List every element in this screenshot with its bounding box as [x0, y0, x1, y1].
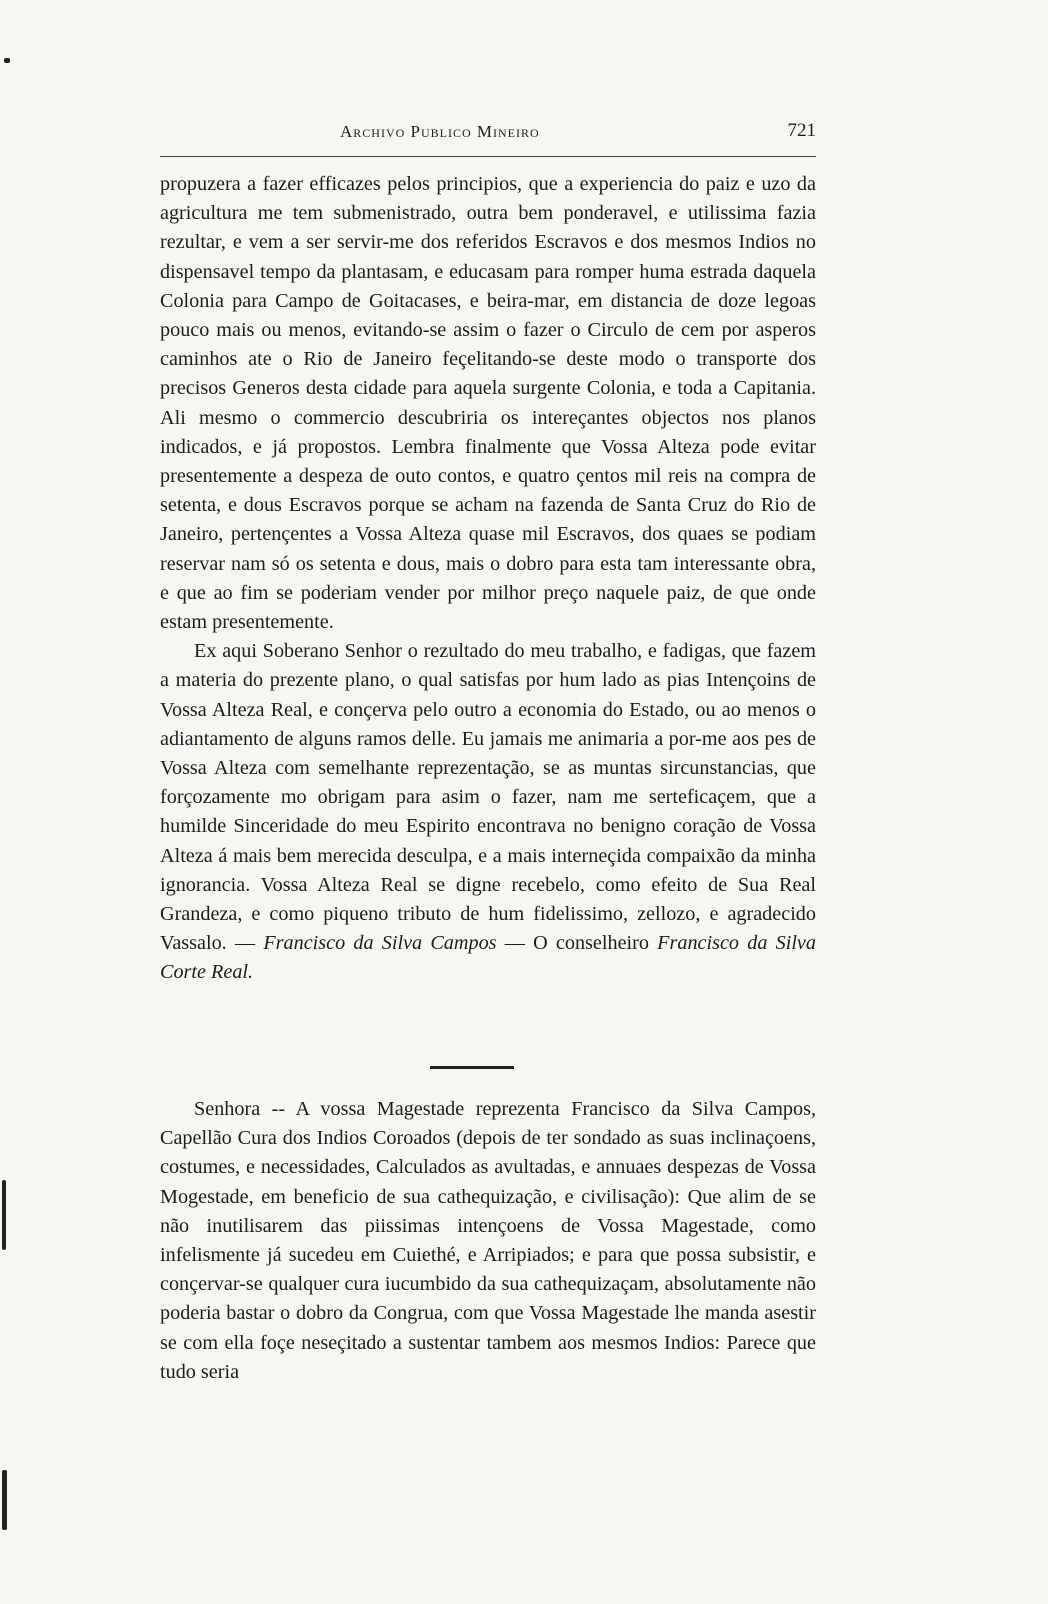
signature-corte-real: Francisco da Silva Corte Real. [160, 932, 816, 984]
paragraph-continued: propuzera a fazer efficazes pelos principios, que a experiencia do paiz e uzo da agricultura me tem submenistrado, outra bem ponderavel, e utilissima fazia rezultar, e vem a ser servir-me dos referidos Escravos e dos mesmos Indios no dispensavel tempo da plantasam, e educasam para romper huma estrada daquela Colonia para Campo de Goitacases, e beira-mar, em distancia de doze legoas pouco mais ou menos, evitando-se assim o fazer o Circulo de cem por asperos caminhos ate o Rio de Janeiro feçelitando-se deste modo o transporte dos precisos Generos desta cidade para aquela surgente Colonia, e toda a Capitania. Ali mesmo o commercio descubriria os intereçantes objectos nos planos indicados, e já propostos. Lembra finalmente que Vossa Alteza pode evitar presentemente a despeza de outo contos, e quatro çentos mil reis na compra de setenta, e dous Escravos porque se acham na fazenda de Santa Cruz do Rio de Janeiro, pertençentes a Vossa Alteza quase mil Escravos, dos quaes se podiam reservar nam só os setenta e dous, mais o dobro para esta tam interessante obra, e que ao fim se poderiam vender por milhor preço naquele paiz, de que onde estam presentemente. [160, 173, 816, 634]
petition-body [160, 1095, 816, 1387]
margin-mark [2, 1470, 7, 1530]
page-number: 721 [787, 120, 816, 141]
paragraph-closing [160, 637, 816, 987]
margin-mark [2, 1180, 6, 1250]
signature-francisco-campos: Francisco da Silva Campos [263, 932, 497, 955]
margin-mark [4, 58, 10, 63]
signature-connector: — O conselheiro [504, 932, 649, 955]
section-divider [430, 1066, 514, 1069]
page-header [160, 118, 816, 158]
header-rule [160, 156, 816, 157]
letter-body [160, 170, 816, 988]
paragraph-closing-text: Ex aqui Soberano Senhor o rezultado do meu trabalho, e fadigas, que fazem a materia do prezente plano, o qual satisfas por hum lado as pias Intençoins de Vossa Alteza Real, e conçerva pelo outro a economia do Estado, ou ao menos o adiantamento de alguns ramos delle. Eu jamais me animaria a por-me aos pes de Vossa Alteza com semelhante reprezentação, se as muntas sircunstancias, que forçozamente mo obrigam para asim o fazer, nam me serteficaçem, que a humilde Sinceridade do meu Espirito encontrava no benigno coração de Vossa Alteza á mais bem merecida desculpa, e a mais interneçida compaixão da minha ignorancia. Vossa Alteza Real se digne recebelo, como efeito de Sua Real Grandeza, e como piqueno tributo de hum fidelissimo, zellozo, e agradecido Vassalo. — [160, 640, 816, 955]
running-title: Archivo Publico Mineiro [340, 122, 540, 141]
petition-paragraph: Senhora -- A vossa Magestade reprezenta Francisco da Silva Campos, Capellão Cura dos Indios Coroados (depois de ter sondado as suas inclinaçoens, costumes, e necessidades, Calculados as avultadas, e annuaes despezas de Vossa Mogestade, em beneficio de sua cathequização, e civilisação): Que alim de se não inutilisarem das piissimas intençoens de Vossa Magestade, como infelismente já sucedeu em Cuiethé, e Arripiados; e para que possa subsistir, e conçervar-se qualquer cura iucumbido da sua cathequizaçam, absolutamente não poderia bastar o dobro da Congrua, com que Vossa Magestade lhe manda asestir se com ella foçe neseçitado a sustentar tambem aos mesmos Indios: Parece que tudo seria [160, 1098, 816, 1383]
